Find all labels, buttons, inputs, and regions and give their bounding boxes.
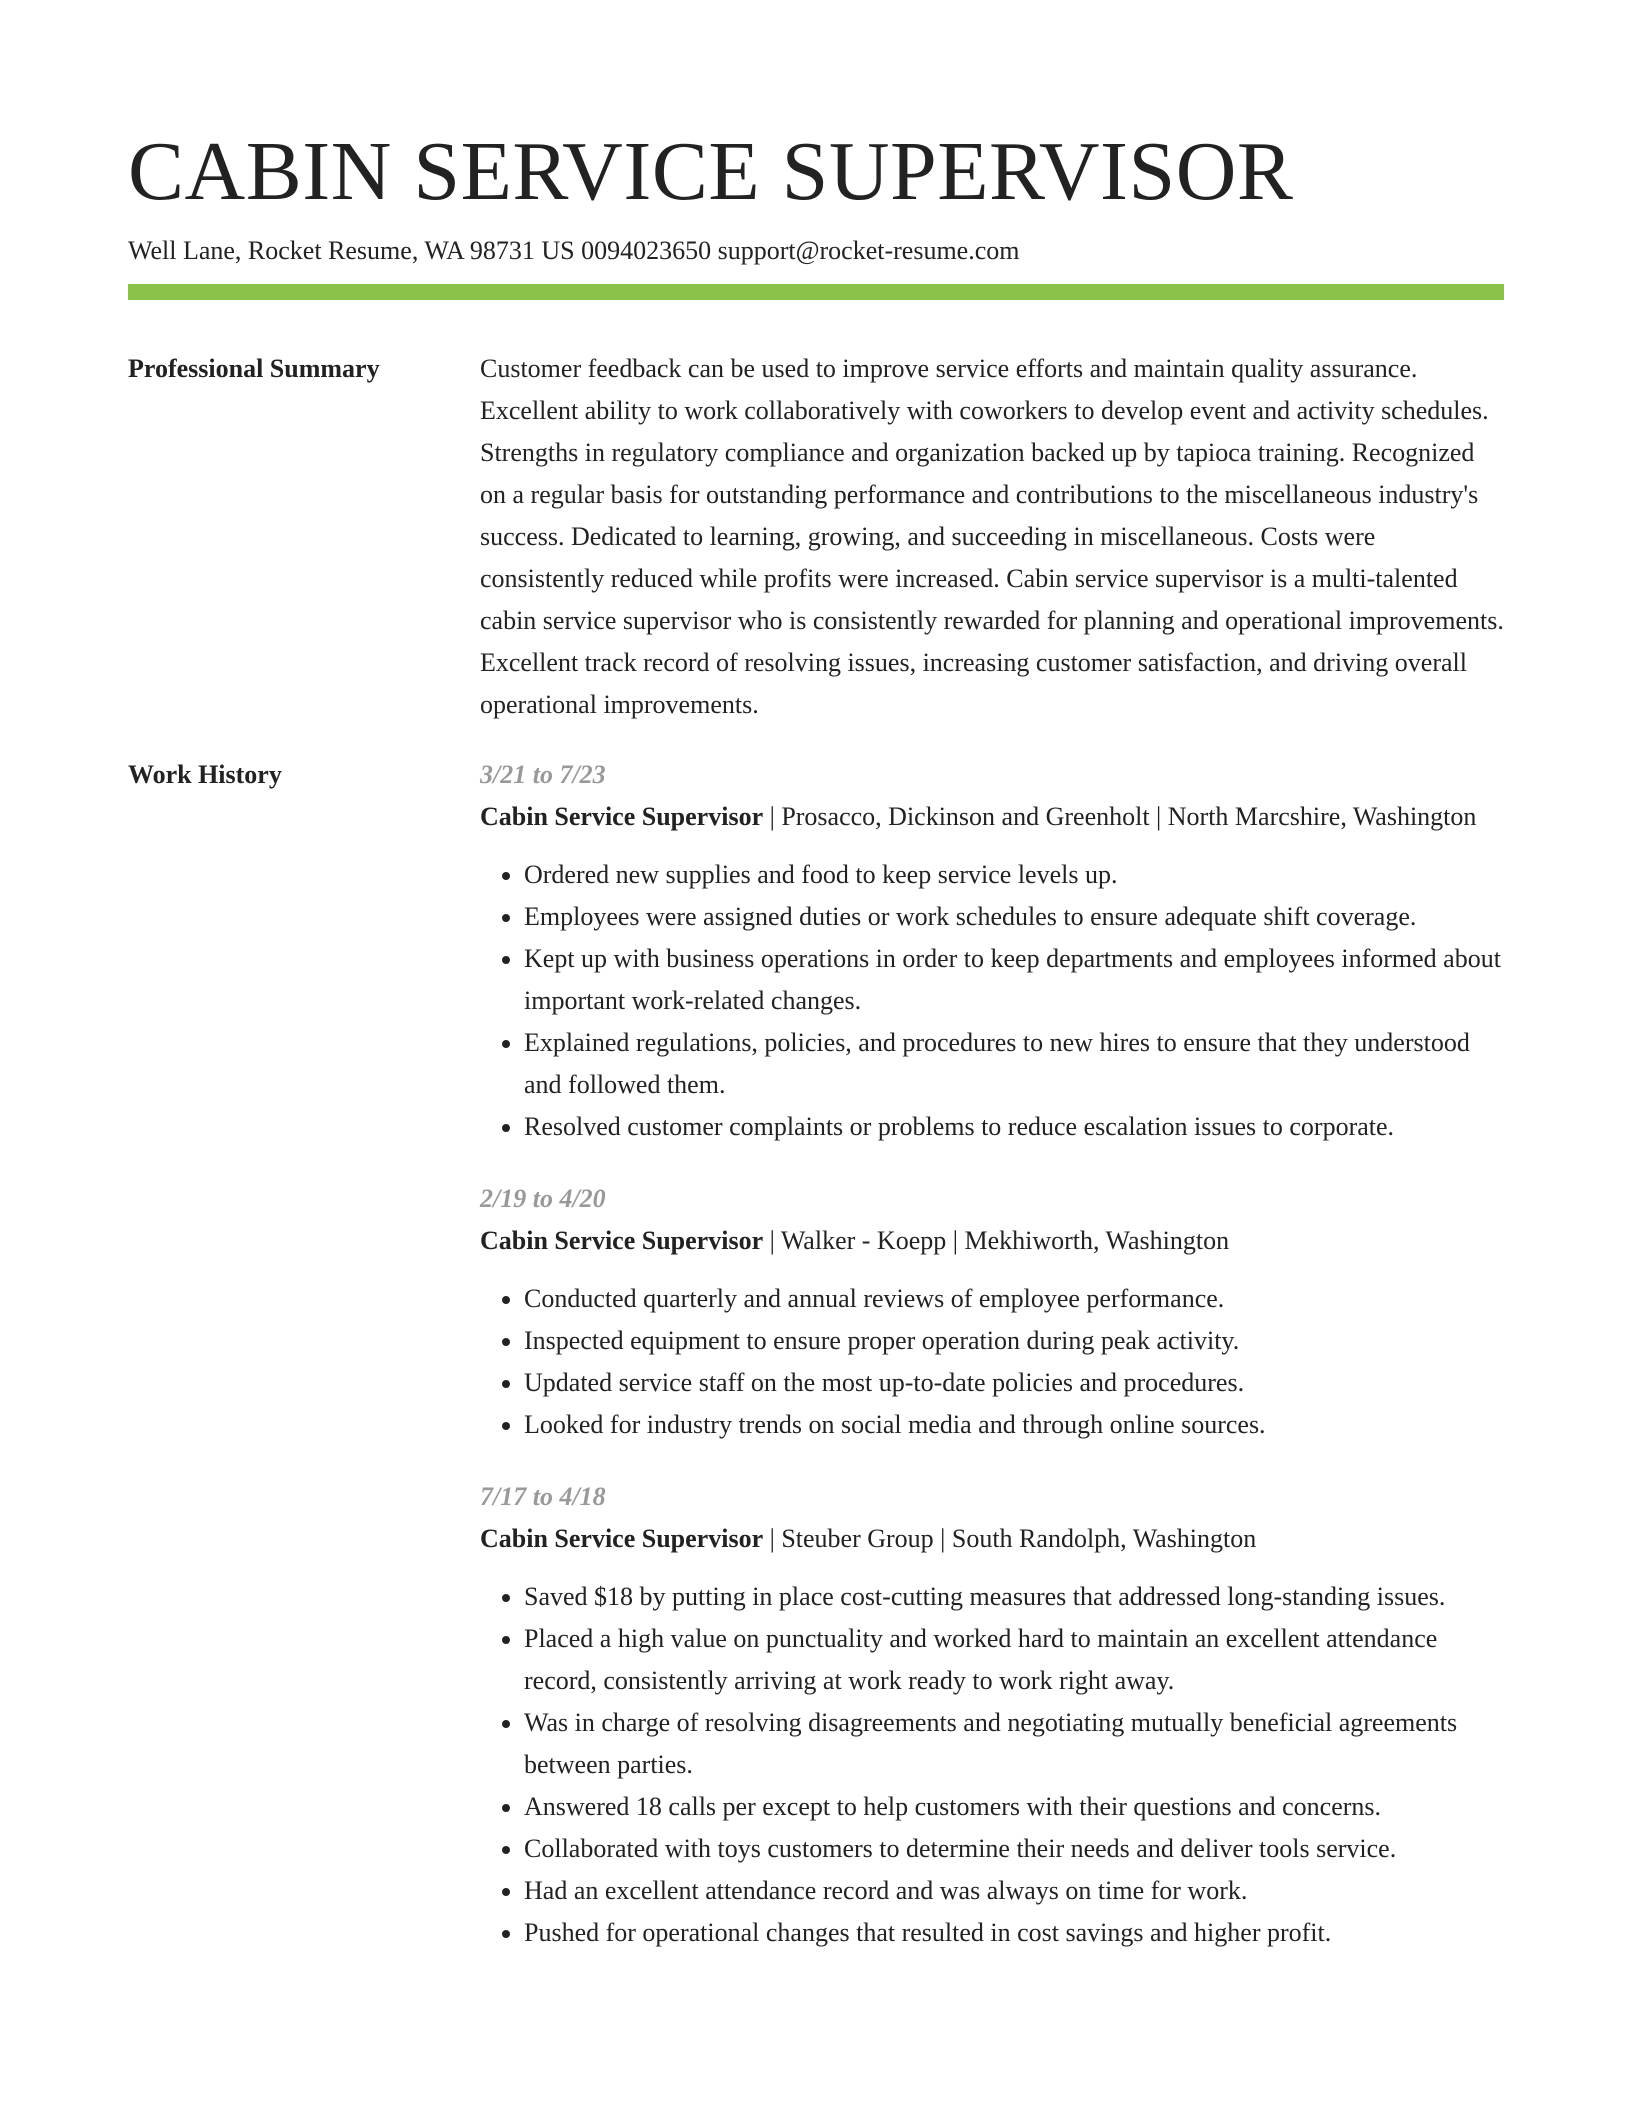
job-title: Cabin Service Supervisor <box>480 1524 764 1553</box>
job-list <box>480 754 1504 1954</box>
list-item: • Ordered new supplies and food to keep service levels up. <box>524 854 1504 896</box>
summary-text: Customer feedback can be used to improve service efforts and maintain quality assurance. Excellent ability to work collaboratively with coworkers to develop event and activity schedules. Strengths in regulatory compliance and organization backed up by tapioca training. Recognized on a regular basis for outstanding performance and contributions to the miscellaneous industry's success. Dedicated to learning, growing, and succeeding in miscellaneous. Costs were consistently reduced while profits were increased. Cabin service supervisor is a multi-talented cabin service supervisor who is consistently rewarded for planning and operational improvements. Excellent track record of resolving issues, increasing customer satisfaction, and driving overall operational improvements. <box>480 354 1504 719</box>
job-employer-location: | Steuber Group | South Randolph, Washington <box>763 1524 1257 1553</box>
list-item: • Collaborated with toys customers to determine their needs and deliver tools service. <box>524 1828 1504 1870</box>
list-item: • Resolved customer complaints or problems to reduce escalation issues to corporate. <box>524 1106 1504 1148</box>
section-label: Work History <box>128 760 282 789</box>
list-item: • Employees were assigned duties or work schedules to ensure adequate shift coverage. <box>524 896 1504 938</box>
job-entry <box>480 1178 1504 1446</box>
contact-line: Well Lane, Rocket Resume, WA 98731 US 0094023650 support@rocket-resume.com <box>128 236 1020 265</box>
job-heading <box>480 1518 1504 1560</box>
job-heading <box>480 796 1504 838</box>
list-item: • Explained regulations, policies, and procedures to new hires to ensure that they understood and followed them. <box>524 1022 1504 1106</box>
section-work-history <box>128 754 1504 1954</box>
job-bullets <box>480 854 1504 1148</box>
list-item: • Updated service staff on the most up-to-date policies and procedures. <box>524 1362 1504 1404</box>
job-employer-location: | Walker - Koepp | Mekhiworth, Washington <box>763 1226 1230 1255</box>
list-item: • Looked for industry trends on social media and through online sources. <box>524 1404 1504 1446</box>
list-item: • Conducted quarterly and annual reviews of employee performance. <box>524 1278 1504 1320</box>
list-item: • Was in charge of resolving disagreements and negotiating mutually beneficial agreements between parties. <box>524 1702 1504 1786</box>
resume-page <box>128 0 1504 1954</box>
candidate-name: CABIN SERVICE SUPERVISOR <box>128 125 1294 218</box>
list-item: • Placed a high value on punctuality and worked hard to maintain an excellent attendance record, consistently arriving at work ready to work right away. <box>524 1618 1504 1702</box>
list-item: • Answered 18 calls per except to help customers with their questions and concerns. <box>524 1786 1504 1828</box>
list-item: • Had an excellent attendance record and was always on time for work. <box>524 1870 1504 1912</box>
list-item: • Pushed for operational changes that resulted in cost savings and higher profit. <box>524 1912 1504 1954</box>
header-divider <box>128 284 1504 300</box>
job-employer-location: | Prosacco, Dickinson and Greenholt | North Marcshire, Washington <box>763 802 1477 831</box>
job-entry <box>480 754 1504 1148</box>
section-body <box>480 348 1504 726</box>
job-dates: 3/21 to 7/23 <box>480 760 606 789</box>
job-heading <box>480 1220 1504 1262</box>
list-item: • Saved $18 by putting in place cost-cutting measures that addressed long-standing issues. <box>524 1576 1504 1618</box>
job-dates: 2/19 to 4/20 <box>480 1184 606 1213</box>
section-label: Professional Summary <box>128 354 380 383</box>
list-item: • Kept up with business operations in order to keep departments and employees informed about important work-related changes. <box>524 938 1504 1022</box>
job-title: Cabin Service Supervisor <box>480 1226 764 1255</box>
job-title: Cabin Service Supervisor <box>480 802 764 831</box>
job-bullets <box>480 1278 1504 1446</box>
job-entry <box>480 1476 1504 1954</box>
section-professional-summary <box>128 348 1504 726</box>
job-bullets <box>480 1576 1504 1954</box>
job-dates: 7/17 to 4/18 <box>480 1482 606 1511</box>
list-item: • Inspected equipment to ensure proper operation during peak activity. <box>524 1320 1504 1362</box>
